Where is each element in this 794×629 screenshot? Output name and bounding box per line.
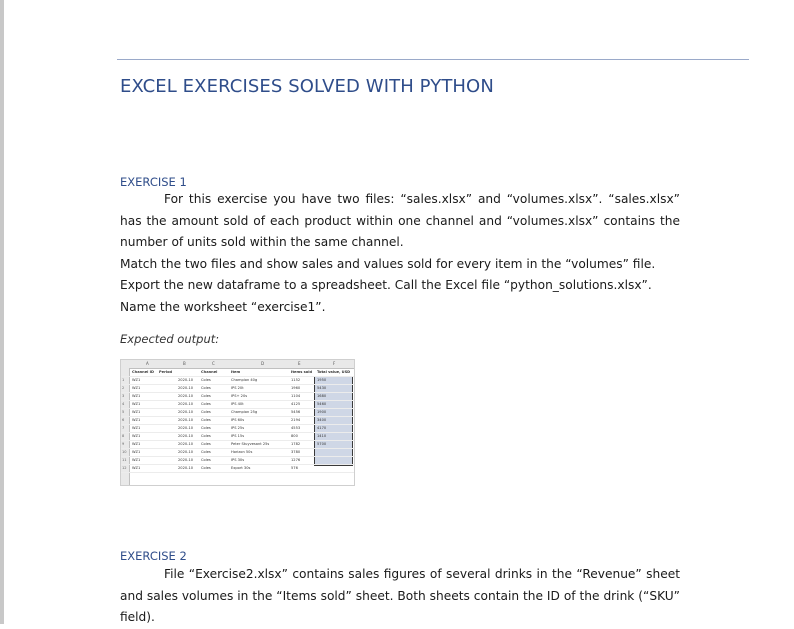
sheet-row: [121, 464, 354, 473]
cell: IPS 15s: [231, 433, 245, 438]
cell: WZ1: [132, 465, 141, 470]
cell: Peter Stuyvesant 25s: [231, 441, 270, 446]
cell: WZ1: [132, 449, 141, 454]
header-cell: Total value, USD: [317, 369, 351, 374]
cell: Coles: [201, 449, 211, 454]
cell: WZ1: [132, 417, 141, 422]
header-cell: Item: [231, 369, 241, 374]
cell: Export 30s: [231, 465, 251, 470]
column-letter: F: [333, 361, 336, 366]
header-cell: Items sold: [291, 369, 313, 374]
cell: Coles: [201, 457, 211, 462]
cell: 2020-10: [178, 401, 194, 406]
cell: IPS+ 20s: [231, 393, 248, 398]
cell: Coles: [201, 433, 211, 438]
cell: Coles: [201, 441, 211, 446]
exercise2-body: [120, 564, 680, 629]
cell: Champion 40g: [231, 377, 258, 382]
column-letter: C: [212, 361, 215, 366]
row-number: 12: [122, 465, 127, 470]
expected-output-spreadsheet: [120, 359, 355, 486]
cell: WZ1: [132, 377, 141, 382]
cell: 2020-10: [178, 441, 194, 446]
cell: IPS 30s: [231, 457, 245, 462]
header-cell: Channel: [201, 369, 218, 374]
cell: 4170: [317, 425, 327, 430]
cell: IPS 40t: [231, 401, 244, 406]
cell: 2020-10: [178, 409, 194, 414]
cell: 1152: [291, 377, 301, 382]
exercise1-paragraph-2: Match the two files and show sales and values sold for every item in the “volumes” file. Export the new dataframe to a spreadsheet. Call the Excel file “python_solutions.xlsx”. Name the worksheet “exercise1”.: [120, 256, 656, 314]
cell: 2020-10: [178, 385, 194, 390]
cell: 1900: [317, 409, 327, 414]
cell: 1104: [291, 393, 301, 398]
cell: WZ1: [132, 433, 141, 438]
cell: Coles: [201, 417, 211, 422]
cell: 800: [291, 433, 298, 438]
cell: WZ1: [132, 401, 141, 406]
cell: 3780: [291, 449, 301, 454]
cell: 2020-10: [178, 457, 194, 462]
exercise1-heading: EXERCISE 1: [120, 175, 187, 189]
cell: Coles: [201, 385, 211, 390]
cell: Coles: [201, 393, 211, 398]
row-number: 10: [122, 449, 127, 454]
cell: IPS 60s: [231, 417, 245, 422]
cell: 1410: [317, 433, 327, 438]
cell: 1680: [317, 393, 327, 398]
cell: 5460: [317, 401, 327, 406]
row-number: 4: [122, 401, 125, 406]
page-edge: [0, 0, 4, 624]
cell: 2020-10: [178, 465, 194, 470]
cell: Coles: [201, 425, 211, 430]
row-number: 1: [122, 377, 125, 382]
exercise1-paragraph-1: For this exercise you have two files: “sales.xlsx” and “volumes.xlsx”. “sales.xlsx” has the amount sold of each product within one channel and “volumes.xlsx” contains the number of units sold within the same channel.: [120, 192, 680, 249]
cell: 1960: [291, 385, 301, 390]
row-number: 6: [122, 417, 125, 422]
cell: 1782: [291, 441, 301, 446]
row-number: 8: [122, 433, 125, 438]
document-title: EXCEL EXERCISES SOLVED WITH PYTHON: [120, 76, 494, 97]
exercise2-paragraph-1: File “Exercise2.xlsx” contains sales figures of several drinks in the “Revenue” sheet and sales volumes in the “Items sold” sheet. Both sheets contain the ID of the drink (“SKU” field).: [120, 567, 680, 624]
cell: Coles: [201, 409, 211, 414]
cell: 2194: [291, 417, 301, 422]
header-cell: Period: [159, 369, 173, 374]
cell: 5456: [291, 409, 301, 414]
row-number: 5: [122, 409, 125, 414]
cell: Champion 25g: [231, 409, 258, 414]
cell: WZ1: [132, 441, 141, 446]
cell: 4125: [291, 401, 301, 406]
cell: 3400: [317, 417, 327, 422]
cell: 2020-10: [178, 417, 194, 422]
cell: 4553: [291, 425, 301, 430]
cell: 5430: [317, 385, 327, 390]
cell: IPS 20t: [231, 385, 244, 390]
exercise1-body: [120, 189, 680, 318]
row-number: 2: [122, 385, 125, 390]
cell: WZ1: [132, 393, 141, 398]
column-letter: B: [183, 361, 186, 366]
cell: 2020-10: [178, 425, 194, 430]
header-rule: [117, 59, 749, 60]
cell: 576: [291, 465, 298, 470]
row-number: 3: [122, 393, 125, 398]
cell: Coles: [201, 465, 211, 470]
cell: 1950: [317, 377, 327, 382]
column-letter: A: [146, 361, 149, 366]
expected-output-label: Expected output:: [120, 332, 220, 346]
cell: 2020-10: [178, 433, 194, 438]
cell: 2020-10: [178, 393, 194, 398]
header-cell: Channel ID: [132, 369, 154, 374]
column-letter: D: [261, 361, 265, 366]
cell: 2020-10: [178, 449, 194, 454]
cell: WZ1: [132, 385, 141, 390]
cell: Coles: [201, 377, 211, 382]
cell: WZ1: [132, 457, 141, 462]
exercise2-heading: EXERCISE 2: [120, 549, 187, 563]
row-number: 11: [122, 457, 127, 462]
column-letter: E: [298, 361, 301, 366]
cell: 2020-10: [178, 377, 194, 382]
cell: WZ1: [132, 425, 141, 430]
cell: IPS 25s: [231, 425, 245, 430]
cell: 1276: [291, 457, 301, 462]
cell: Horizon 50s: [231, 449, 253, 454]
cell: Coles: [201, 401, 211, 406]
cell: WZ1: [132, 409, 141, 414]
row-number: 9: [122, 441, 125, 446]
cell: 5700: [317, 441, 327, 446]
row-number: 7: [122, 425, 125, 430]
